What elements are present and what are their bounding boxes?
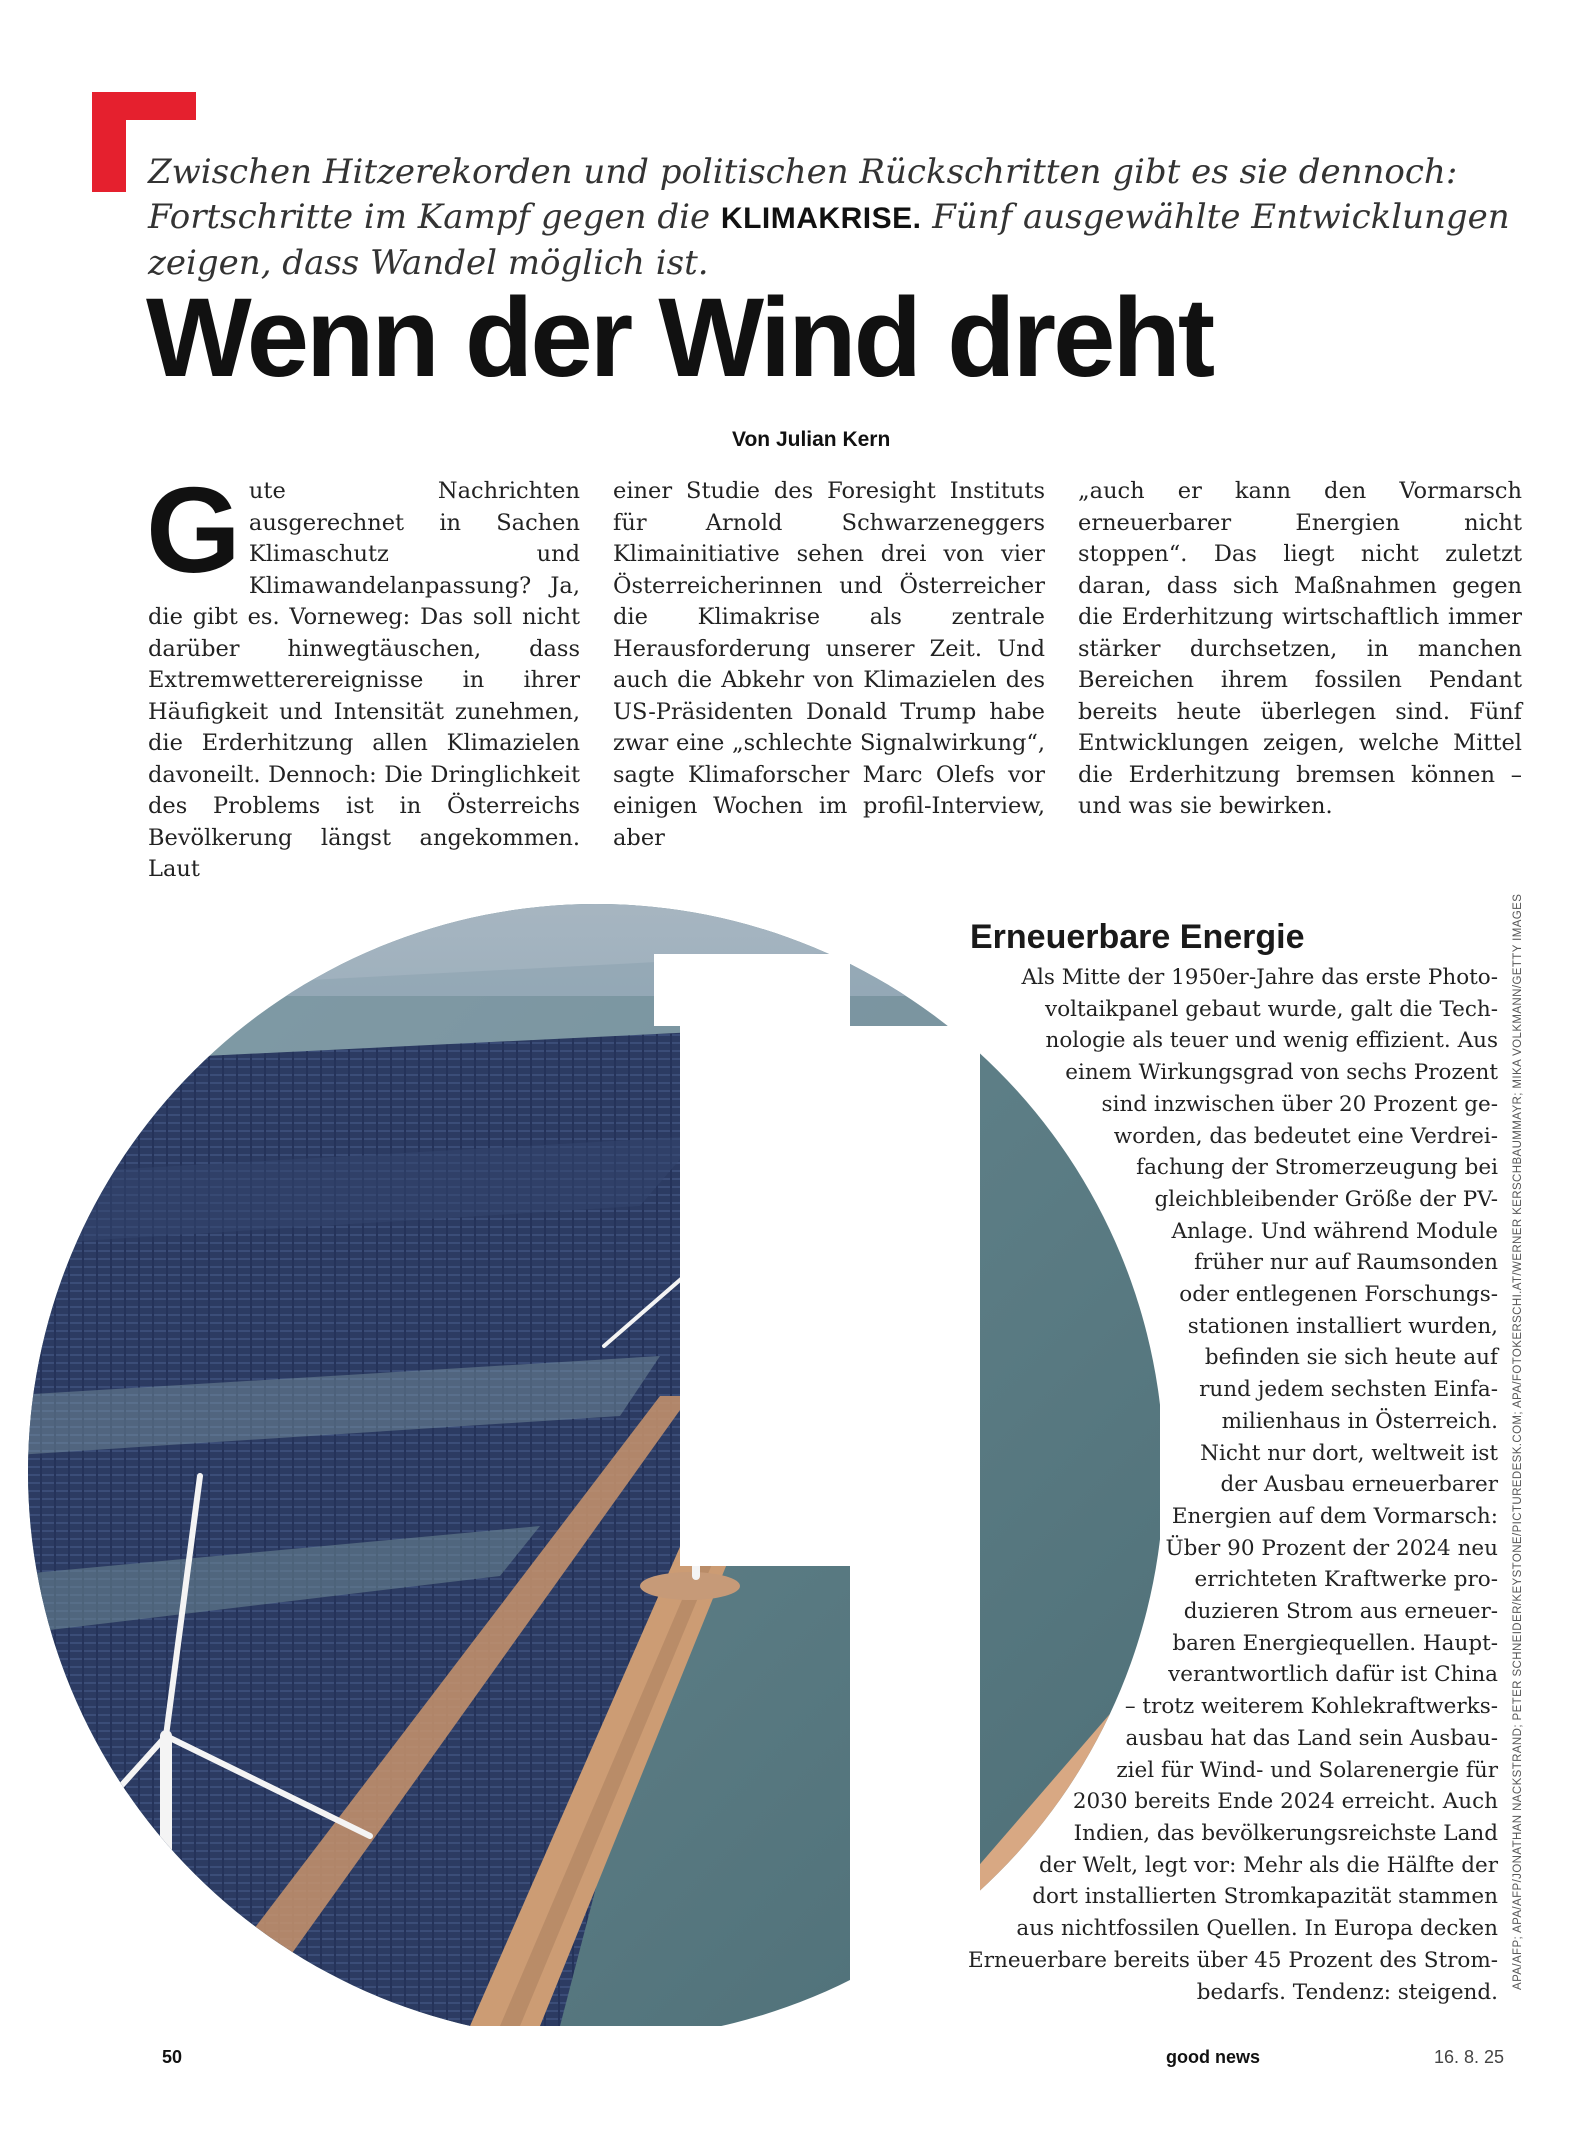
body-line: duzieren Strom aus erneuer- (1183, 1599, 1498, 1625)
body-line: 2030 bereits Ende 2024 erreicht. Auch (1072, 1789, 1498, 1815)
section-body (958, 962, 1498, 2008)
body-line: verantwortlich dafür ist China (1168, 1662, 1498, 1688)
byline: Von Julian Kern (732, 428, 891, 451)
body-line: ausbau hat das Land sein Ausbau- (1125, 1725, 1498, 1751)
body-line: errichteten Kraftwerke pro- (1194, 1567, 1498, 1593)
kicker-lead: Zwischen Hitzerekorden und politischen Rückschritten gibt es sie dennoch: Fortschritte im Kampf gegen die (148, 152, 1458, 237)
kicker-tail: Fünf ausgewählte Entwicklungen zeigen, dass Wandel möglich ist. (148, 197, 1510, 283)
issue-date: 16. 8. 25 (1434, 2047, 1505, 2067)
intro-column-1 (146, 462, 580, 886)
body-line: oder entlegenen Forschungs- (1179, 1282, 1498, 1308)
photo-credit: APA/AFP; APA/AFP/JONATHAN NACKSTRAND; PETER SCHNEIDER/KEYSTONE/PICTUREDESK.COM; APA/FOTOKERSCHI.AT/WERNER KERSCHBAUMMAYR; MIKA VOLKMANN/GETTY IMAGES (1512, 893, 1524, 1990)
body-line: Über 90 Prozent der 2024 neu (1165, 1535, 1498, 1561)
kicker-intro (148, 150, 1538, 286)
body-line: früher nur auf Raumsonden (1194, 1250, 1498, 1276)
headline: Wenn der Wind dreht (146, 275, 1213, 400)
body-line: aus nichtfossilen Quellen. In Europa decken (1016, 1916, 1498, 1942)
body-line: befinden sie sich heute auf (1204, 1345, 1498, 1371)
body-line: – trotz weiterem Kohlekraftwerks- (1124, 1694, 1498, 1720)
intro-column-3: „auch er kann den Vormarsch erneuerbarer Energien nicht stoppen“. Das liegt nicht zuletzt daran, dass sich Maßnahmen gegen die Erderhitzung wirtschaftlich immer stärker durchsetzen, in manchen Bereichen ihrem fossilen Pendant bereits heute überlegen sind. Fünf Entwicklungen zeigen, welche Mittel die Erderhitzung bremsen können – und was sie bewirken. (1078, 478, 1522, 819)
body-line: Erneuerbare bereits über 45 Prozent des Strom- (968, 1947, 1498, 1973)
body-line: rund jedem sechsten Einfa- (1199, 1377, 1498, 1403)
section-heading: Erneuerbare Energie (970, 918, 1305, 956)
body-line: ziel für Wind- und Solarenergie für (1116, 1757, 1498, 1783)
magazine-name: good news (1166, 2047, 1260, 2067)
page-number: 50 (162, 2047, 183, 2067)
intro-column-2: einer Studie des Foresight Instituts für Arnold Schwarzeneggers Klimainitiative sehen drei von vier Österreicherinnen und Österreicher die Klimakrise als zentrale Herausforderung unserer Zeit. Und auch die Abkehr von Klimazielen des US-Präsidenten Donald Trump habe zwar eine „schlechte Signalwirkung“, sagte Klimaforscher Marc Olefs vor einigen Wochen im profil-Interview, aber (613, 478, 1045, 851)
body-line: worden, das bedeutet eine Verdrei- (1113, 1123, 1498, 1149)
body-line: einem Wirkungsgrad von sechs Prozent (1065, 1060, 1498, 1086)
body-line: Anlage. Und während Module (1171, 1218, 1498, 1244)
body-line: der Ausbau erneuerbarer (1220, 1472, 1498, 1498)
body-line: Indien, das bevölkerungsreichste Land (1073, 1820, 1498, 1846)
body-line: milienhaus in Österreich. (1221, 1408, 1498, 1434)
body-line: baren Energiequellen. Haupt- (1172, 1630, 1498, 1656)
body-line: Nicht nur dort, weltweit ist (1200, 1440, 1498, 1466)
body-line: gleichbleibender Größe der PV- (1154, 1186, 1498, 1212)
body-line: der Welt, legt vor: Mehr als die Hälfte der (1039, 1852, 1498, 1878)
intro-column-1-text: ute Nachrichten ausgerechnet in Sachen Klimaschutz und Klimawandelanpassung? Ja, die gibt es. Vorneweg: Das soll nicht darüber hinwegtäuschen, dass Extremwetterereignisse in ihrer Häufigkeit und Intensität zunehmen, die Erderhitzung allen Klimazielen davoneilt. Dennoch: Die Dringlichkeit des Problems ist in Österreichs Bevölkerung längst angekommen. Laut (148, 478, 580, 882)
body-line: sind inzwischen über 20 Prozent ge- (1101, 1091, 1498, 1117)
body-line: voltaikpanel gebaut wurde, galt die Tech- (1045, 996, 1498, 1022)
drop-cap: G (146, 462, 241, 598)
body-line: nologie als teuer und wenig effizient. Aus (1045, 1028, 1498, 1054)
body-line: Als Mitte der 1950er-Jahre das erste Photo- (1021, 965, 1498, 990)
body-line: Energien auf dem Vormarsch: (1171, 1503, 1498, 1529)
body-line: stationen installiert wurden, (1187, 1313, 1498, 1339)
body-line: bedarfs. Tendenz: steigend. (1196, 1979, 1498, 2005)
body-line: fachung der Stromerzeugung bei (1136, 1155, 1498, 1181)
kicker-keyword: KLIMAKRISE. (720, 202, 922, 235)
body-line: dort installierten Stromkapazität stammen (1032, 1884, 1498, 1910)
